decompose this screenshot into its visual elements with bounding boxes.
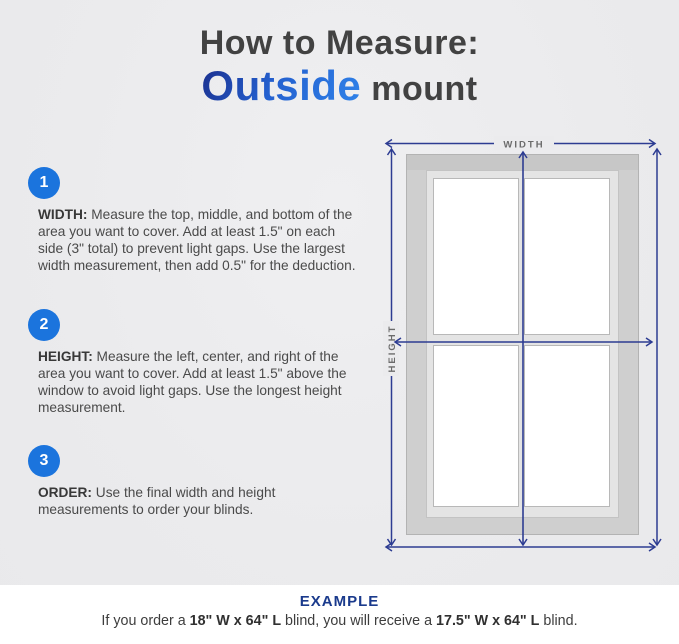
example-heading: EXAMPLE [299,593,380,610]
width-dimension-label: WIDTH [503,139,545,151]
step-1-number-badge: 1 [28,167,60,199]
example-suffix: blind. [539,613,578,629]
step-1-body: Measure the top, middle, and bottom of the area you want to cover. Add at least 1.5" on each side (3" total) to prevent light gaps. Use the largest width measurement, then add 0.5" for the deduction. [38,207,356,273]
step-1-label: WIDTH: [38,207,88,222]
step-2-height [28,309,376,416]
measurement-arrows-diagram [378,135,668,555]
step-3-number-badge: 3 [28,445,60,477]
step-2-label: HEIGHT: [38,349,93,364]
example-middle: blind, you will receive a [281,613,437,629]
step-2-text [38,348,363,416]
title-mount-type: Outside [201,62,362,109]
title-mount-word: mount [361,70,478,108]
example-received-size: 17.5" W x 64" L [436,613,540,629]
page-title [0,24,679,119]
step-2-number-badge: 2 [28,309,60,341]
step-1-width [28,167,376,274]
height-dimension-label: HEIGHT [387,324,398,373]
title-line1: How to Measure: [199,24,480,62]
step-3-body: Use the final width and height measurements to order your blinds. [38,485,276,517]
step-3-label: ORDER: [38,485,92,500]
example-prefix: If you order a [101,613,190,629]
example-ordered-size: 18" W x 64" L [189,613,282,629]
step-3-text [38,484,363,518]
step-3-order [28,445,376,518]
step-2-body: Measure the left, center, and right of the area you want to cover. Add at least 1.5" above the window to avoid light gaps. Use the longest height measurement. [38,349,347,415]
step-1-text [38,206,363,274]
example-section [0,585,679,644]
title-line2 [0,63,679,119]
example-sentence [0,613,679,629]
